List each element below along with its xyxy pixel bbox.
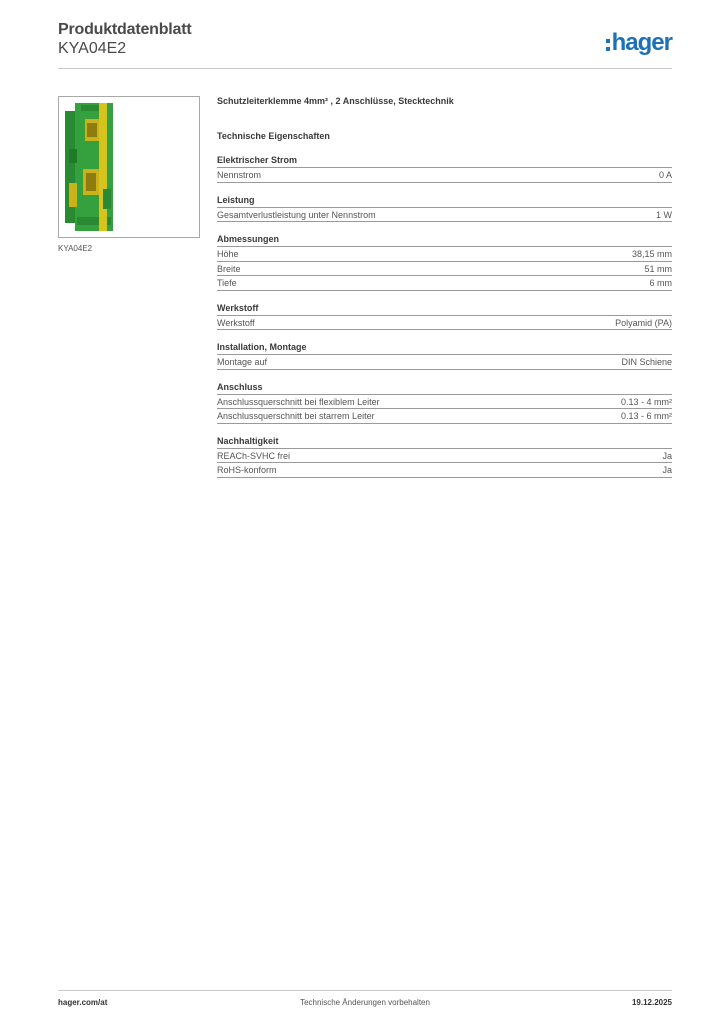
spec-label: Breite [217,263,241,274]
spec-row [217,395,672,410]
spec-label: REACh-SVHC frei [217,450,291,461]
footer-divider [58,990,672,991]
spec-section [217,381,672,424]
hager-logo [606,29,672,57]
product-image [58,96,200,238]
spec-value: 0.13 - 6 mm² [620,411,672,421]
section-title: Abmessungen [217,233,672,247]
section-title: Werkstoff [217,302,672,316]
spec-value: DIN Schiene [621,357,672,367]
spec-row [217,463,672,478]
spec-row [217,208,672,223]
spec-sections [217,154,672,478]
logo-text: hager [611,29,672,56]
header-divider [58,68,672,69]
spec-value: 0 A [658,170,672,180]
spec-label: Werkstoff [217,317,255,328]
spec-value: 1 W [655,209,672,220]
section-title: Nachhaltigkeit [217,435,672,449]
page-header [58,21,672,69]
product-description: Schutzleiterklemme 4mm² , 2 Anschlüsse, Stecktechnik [217,96,454,106]
spec-value: 6 mm [649,278,672,288]
spec-row [217,355,672,370]
spec-label: RoHS-konform [217,465,277,475]
footer-website: hager.com/at [58,998,108,1007]
spec-section [217,341,672,370]
section-title: Leistung [217,194,672,208]
spec-value: Polyamid (PA) [615,317,672,328]
spec-section [217,194,672,223]
spec-label: Nennstrom [217,170,262,180]
image-caption: KYA04E2 [58,244,93,253]
spec-section [217,233,672,291]
spec-section [217,302,672,331]
logo-dots-icon [606,39,610,51]
section-title: Installation, Montage [217,341,672,355]
section-title: Elektrischer Strom [217,154,672,168]
tech-properties-heading: Technische Eigenschaften [217,131,330,141]
spec-row [217,409,672,424]
product-code: KYA04E2 [58,40,127,57]
page-footer [58,998,672,1010]
spec-label: Anschlussquerschnitt bei starrem Leiter [217,411,375,421]
spec-value: Ja [662,465,672,475]
spec-label: Tiefe [217,278,237,288]
spec-row [217,262,672,277]
spec-value: 38,15 mm [631,249,672,259]
spec-content [217,94,672,478]
terminal-block-image [59,97,199,237]
page-title: Produktdatenblatt [58,21,192,38]
spec-section [217,154,672,183]
spec-section [217,435,672,478]
spec-row [217,316,672,331]
spec-row [217,449,672,464]
spec-label: Höhe [217,249,239,259]
spec-value: 51 mm [644,263,672,274]
footer-notice: Technische Änderungen vorbehalten [300,998,430,1007]
spec-row [217,168,672,183]
spec-label: Anschlussquerschnitt bei flexiblem Leiter [217,396,380,407]
spec-value: 0.13 - 4 mm² [620,396,672,407]
section-title: Anschluss [217,381,672,395]
spec-label: Montage auf [217,357,268,367]
spec-row [217,276,672,291]
footer-date: 19.12.2025 [631,998,672,1007]
spec-row [217,247,672,262]
spec-value: Ja [662,450,672,461]
spec-label: Gesamtverlustleistung unter Nennstrom [217,209,376,220]
